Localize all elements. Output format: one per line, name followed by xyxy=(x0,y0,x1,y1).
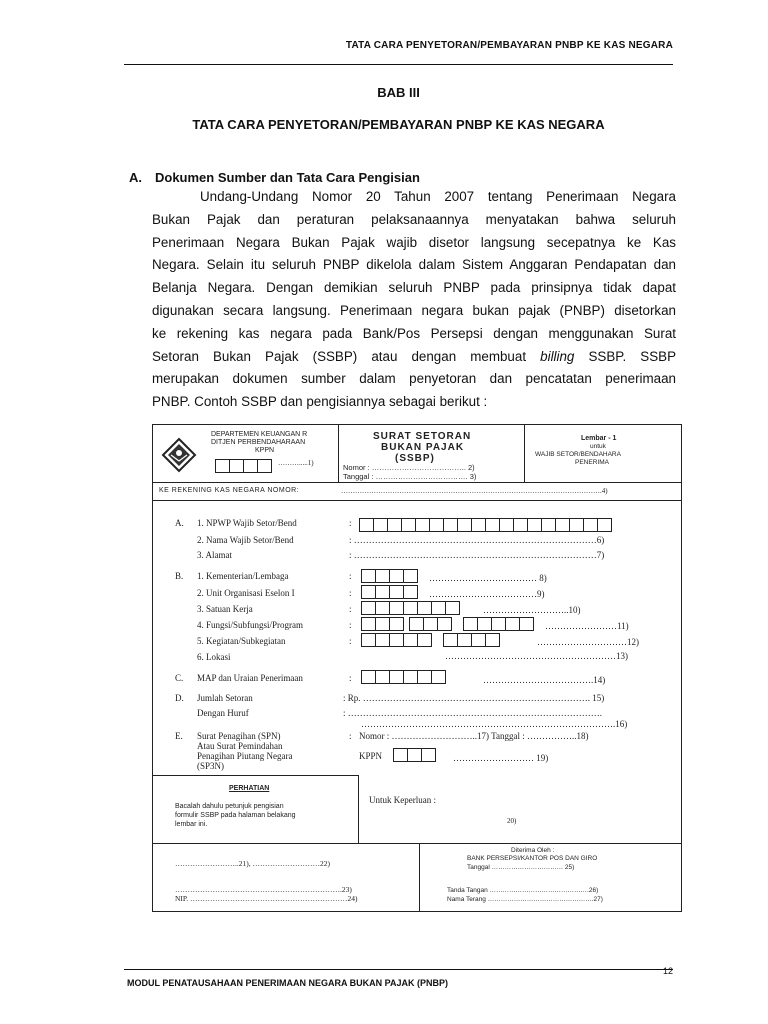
field-colon: : xyxy=(349,731,352,741)
field-value: : …………………………………………………………………………. xyxy=(343,708,603,718)
field-label: Penagihan Piutang Negara xyxy=(197,751,293,761)
penerima: PENERIMA xyxy=(575,459,609,466)
body-paragraph xyxy=(152,186,676,414)
page-number: 12 xyxy=(662,966,673,976)
field-value: ………………………………9) xyxy=(429,589,545,599)
map-code-boxes xyxy=(361,670,445,684)
untuk-keperluan: Untuk Keperluan : xyxy=(369,795,436,805)
bank-persepsi: BANK PERSEPSI/KANTOR POS DAN GIRO xyxy=(467,855,598,862)
rekening-dots: ………………………………………………………………………………………………….4) xyxy=(341,487,608,495)
signature-line: ……………………..21), ………………………22) xyxy=(175,859,330,868)
field-label: 1. NPWP Wajib Setor/Bend xyxy=(197,518,297,528)
form-nomor: Nomor : ……………………………….. 2) xyxy=(343,463,475,472)
code-boxes xyxy=(463,617,533,631)
field-label: Jumlah Setoran xyxy=(197,693,253,703)
field-value: ………………………..10) xyxy=(483,605,581,615)
ssbp-form xyxy=(152,424,682,912)
kppn-label: KPPN xyxy=(359,751,383,761)
field-label: 4. Fungsi/Subfungsi/Program xyxy=(197,620,304,630)
code-boxes xyxy=(361,633,431,647)
garuda-emblem-icon xyxy=(161,437,197,473)
kppn-boxes xyxy=(393,748,435,762)
kppn-code-boxes xyxy=(215,459,271,473)
field-label: 2. Nama Wajib Setor/Bend xyxy=(197,535,294,545)
paragraph-line: Penerimaan Negara Bukan Pajak wajib disetor langsung secepatnya ke Kas xyxy=(152,234,676,250)
paragraph-line: PNBP. Contoh SSBP dan pengisiannya sebagai berikut : xyxy=(152,394,488,410)
section-a-letter: A. xyxy=(175,518,184,528)
field-value: ……………………………… 8) xyxy=(429,573,547,583)
row-divider xyxy=(153,500,681,501)
divider xyxy=(524,425,525,482)
row-divider xyxy=(153,775,358,776)
code-boxes xyxy=(443,633,499,647)
field-label: Atau Surat Pemindahan xyxy=(197,741,283,751)
section-c-letter: C. xyxy=(175,673,184,683)
field-colon: : xyxy=(349,673,352,683)
row-divider xyxy=(153,482,681,483)
paragraph-line: Bukan Pajak dan peraturan pelaksanaannya menyatakan bahwa seluruh xyxy=(152,211,676,227)
chapter-number: BAB III xyxy=(377,85,420,100)
section-d-letter: D. xyxy=(175,693,184,703)
chapter-title: TATA CARA PENYETORAN/PEMBAYARAN PNBP KE KAS NEGARA xyxy=(192,117,605,132)
divider xyxy=(419,843,420,911)
footer-rule xyxy=(124,969,673,970)
form-title: (SSBP) xyxy=(395,453,435,464)
diterima-oleh: Diterima Oleh : xyxy=(511,847,555,854)
field-colon: : xyxy=(349,636,352,646)
nama-terang: Nama Terang ………………………………………….27) xyxy=(447,896,603,903)
field-colon: : xyxy=(349,620,352,630)
paragraph-line: ke rekening kas negara pada Bank/Pos Persepsi dengan menggunakan Surat xyxy=(152,325,676,341)
keperluan-ref: 20) xyxy=(507,817,517,825)
row-divider xyxy=(153,843,681,844)
code-boxes xyxy=(409,617,451,631)
field-label: (SP3N) xyxy=(197,761,225,771)
section-heading xyxy=(129,170,420,185)
field-label: 6. Lokasi xyxy=(197,652,231,662)
field-colon: : xyxy=(349,571,352,581)
signature-line: NIP. ………………………………………………………24) xyxy=(175,894,358,903)
field-label: 1. Kementerian/Lembaga xyxy=(197,571,289,581)
paragraph-line: Undang-Undang Nomor 20 Tahun 2007 tentang Penerimaan Negara xyxy=(200,189,676,204)
field-label: 5. Kegiatan/Subkegiatan xyxy=(197,636,286,646)
form-title: SURAT SETORAN xyxy=(373,431,472,442)
divider xyxy=(338,425,339,482)
field-colon: : xyxy=(349,588,352,598)
form-title: BUKAN PAJAK xyxy=(381,442,465,453)
code-boxes xyxy=(361,569,417,583)
billing-italic: billing xyxy=(540,348,575,364)
field-value: ……………………11) xyxy=(545,621,629,631)
dept-line: KPPN xyxy=(255,447,275,454)
code-boxes xyxy=(361,601,459,615)
kppn-value: ……………………… 19) xyxy=(453,753,549,763)
spn-nomor: Nomor : ………………………..17) Tanggal : ……………..18) xyxy=(359,731,589,741)
section-b-letter: B. xyxy=(175,571,184,581)
bank-tanggal: Tanggal …………………………… 25) xyxy=(467,864,575,871)
field-value: ………………………………………………………………………….16) xyxy=(361,719,628,729)
code-boxes xyxy=(361,585,417,599)
paragraph-line xyxy=(152,346,676,369)
paragraph-text: Setoran Bukan Pajak (SSBP) atau dengan membuat xyxy=(152,348,541,364)
paragraph-line: Belanja Negara. Dengan demikian seluruh PNBP pada prinsipnya tidak dapat xyxy=(152,280,676,296)
rekening-label: KE REKENING KAS NEGARA NOMOR: xyxy=(159,487,300,494)
dept-line: DEPARTEMEN KEUANGAN R xyxy=(211,431,308,438)
field-colon: : xyxy=(349,604,352,614)
wajib-setor: WAJIB SETOR/BENDAHARA xyxy=(535,451,621,458)
footer-title: MODUL PENATAUSAHAAN PENERIMAAN NEGARA BUKAN PAJAK (PNBP) xyxy=(127,978,449,988)
field-value: : Rp. …………………………………………………………………. 15) xyxy=(343,693,605,703)
section-title: Dokumen Sumber dan Tata Cara Pengisian xyxy=(155,170,420,185)
field-value: …………………………………………………13) xyxy=(445,651,628,661)
tanda-tangan: Tanda Tangan ……………………………………….26) xyxy=(447,887,599,894)
field-label: 3. Satuan Kerja xyxy=(197,604,253,614)
field-label: Surat Penagihan (SPN) xyxy=(197,731,281,741)
header-rule xyxy=(124,64,673,65)
running-header: TATA CARA PENYETORAN/PEMBAYARAN PNBP KE KAS NEGARA xyxy=(345,40,673,51)
field-colon: : xyxy=(349,518,352,528)
dept-ref: ……….....1) xyxy=(278,459,314,467)
field-value: …………………………12) xyxy=(537,637,639,647)
divider xyxy=(358,775,359,843)
signature-line: ………………………………………………………….23) xyxy=(175,885,352,894)
field-value: ……………………………….14) xyxy=(483,675,606,685)
field-label: 2. Unit Organisasi Eselon I xyxy=(197,588,295,598)
lembar: Lembar - 1 xyxy=(581,435,617,442)
untuk: untuk xyxy=(590,443,606,450)
paragraph-line: digunakan secara langsung. Penerimaan negara bukan pajak (PNBP) disetorkan xyxy=(152,302,676,318)
dept-line: DITJEN PERBENDAHARAAN xyxy=(211,439,306,446)
perhatian-text: Bacalah dahulu petunjuk pengisian xyxy=(175,803,284,810)
paragraph-line: merupakan dokumen sumber dalam penyetoran dan pencatatan penerimaan xyxy=(152,371,676,387)
paragraph-line: Negara. Selain itu seluruh PNBP dikelola dalam Sistem Anggaran Pendapatan dan xyxy=(152,257,676,273)
field-value: : ………………………………………………………………………7) xyxy=(349,550,605,560)
field-label: Dengan Huruf xyxy=(197,708,249,718)
code-boxes xyxy=(361,617,403,631)
field-value: : ………………………………………………………………………6) xyxy=(349,535,605,545)
perhatian-title: PERHATIAN xyxy=(229,785,270,792)
perhatian-text: lembar ini. xyxy=(175,821,208,828)
section-letter: A. xyxy=(129,170,142,185)
npwp-boxes xyxy=(359,518,611,532)
perhatian-text: formulir SSBP pada halaman belakang xyxy=(175,812,296,819)
field-label: MAP dan Uraian Penerimaan xyxy=(197,673,303,683)
section-e-letter: E. xyxy=(175,731,183,741)
paragraph-text: SSBP. SSBP xyxy=(574,348,676,364)
field-label: 3. Alamat xyxy=(197,550,232,560)
form-tanggal: Tanggal : ………………………………. 3) xyxy=(343,472,477,481)
